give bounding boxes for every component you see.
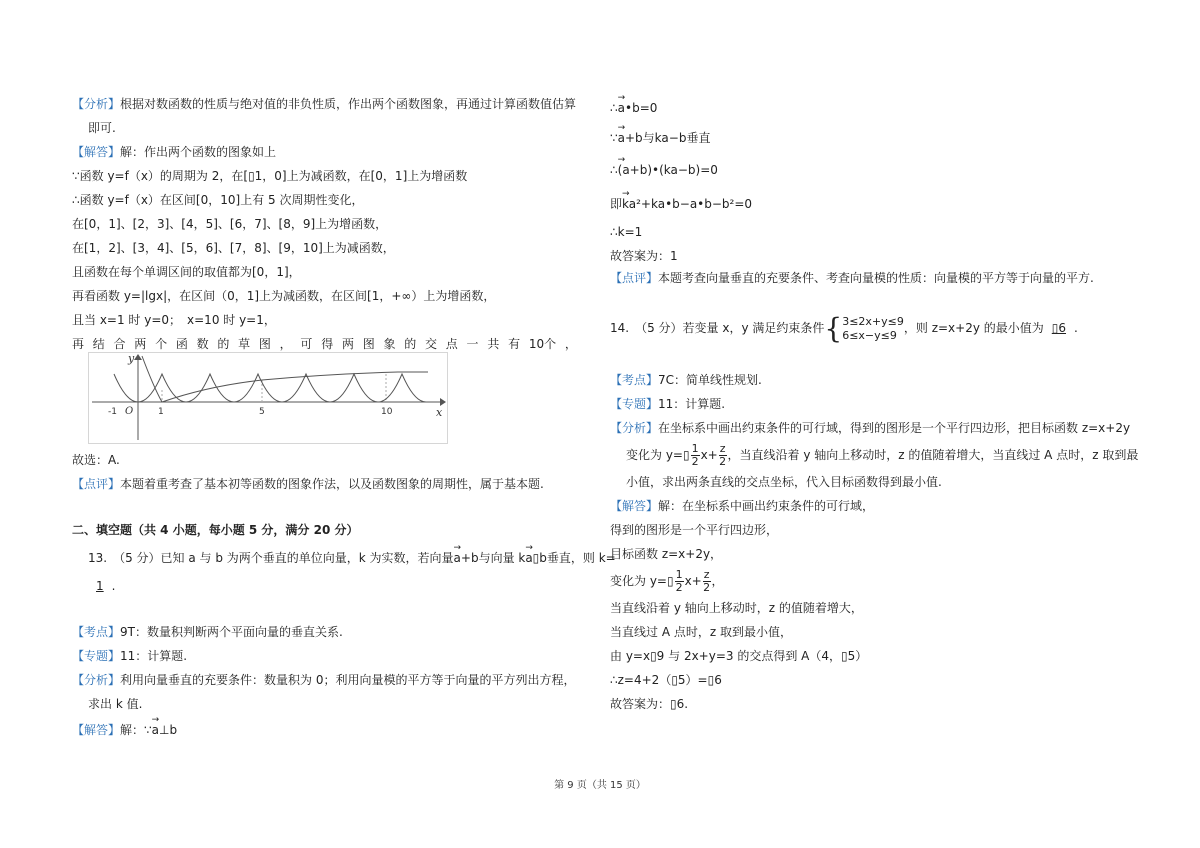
comment-tag: 【点评】 [72,477,121,491]
r-line3: ∴→ (a+b)•(ka−b)=0 [610,162,718,178]
tick-label-neg1: -1 [108,407,117,417]
q14-j4: 变化为 y=▯ $\frac{1}{2}$ x+ $\frac{z}{2}$ ， [610,568,724,594]
q14-j2: 得到的图形是一个平行四边形， [610,523,779,537]
analysis-tag: 【分析】 [610,421,659,435]
comment-tag: 【点评】 [610,271,659,285]
q12-analysis-line2: 即可. [88,121,116,135]
q12-line6: 且函数在每个单调区间的取值都为[0，1]， [72,265,301,279]
r-line4: 即→ ka²+ka•b−a•b−b²=0 [610,196,752,212]
kaodian-tag: 【考点】 [72,625,121,639]
analysis-text: 根据对数函数的性质与绝对值的非负性质，作出两个函数图象，再通过计算函数值估算 [120,97,577,111]
fraction-half-2: $\frac{1}{2}$ [675,568,683,594]
solution-tag: 【解答】 [610,499,659,513]
q13-stem: 13. （5 分）已知 a 与 b 为两个垂直的单位向量，k 为实数，若向量→ a+b与向量 k→ a▯b垂直，则 k= [88,550,616,566]
system-brace: { [824,311,843,345]
q14-j8: ∴z=4+2（▯5）=▯6 [610,673,722,687]
vector-product: → (a+b)•(ka−b)=0 [618,162,718,178]
y-axis-label: y [128,352,135,365]
log-curve [142,356,428,402]
q14-stem: 14. （5 分）若变量 x，y 满足约束条件{ 3≤2x+y≤9 6≤x−y≤9 ，则 z=x+2y 的最小值为 ▯6 . [610,311,1078,345]
q14-jieda: 【解答】解：在坐标系中画出约束条件的可行域， [610,499,875,513]
constraint-system: 3≤2x+y≤9 6≤x−y≤9 [842,314,904,342]
q14-j3: 目标函数 z=x+2y， [610,547,723,561]
r-line1: ∴→ a•b=0 [610,100,657,116]
kaodian-tag: 【考点】 [610,373,659,387]
vector-expr: → a+b与ka−b [618,130,687,146]
q12-line3: ∴函数 y=f（x）在区间[0，10]上有 5 次周期性变化， [72,193,364,207]
q12-line4: 在[0，1]、[2，3]、[4，5]、[6，7]、[8，9]上为增函数， [72,217,388,231]
q13-zhuanti: 【专题】11：计算题. [72,649,188,663]
q14-fenxi-line3: 小值，求出两条直线的交点坐标，代入目标函数得到最小值. [626,475,942,489]
r-line6: 故答案为：1 [610,249,678,263]
tick-label-1: 1 [158,407,164,417]
q14-j9: 故答案为：▯6. [610,697,689,711]
q12-analysis-line1 [72,96,576,112]
analysis-tag: 【分析】 [72,673,121,687]
q12-answer: 故选：A. [72,453,120,467]
origin-label: O [125,406,134,417]
q12-line7: 再看函数 y=|lgx|，在区间（0，1]上为减函数，在区间[1，+∞）上为增函数， [72,289,496,303]
q14-j6: 当直线过 A 点时，z 取到最小值， [610,625,792,639]
r-comment: 【点评】本题考查向量垂直的充要条件、考查向量模的性质：向量模的平方等于向量的平方. [610,271,1094,285]
q14-answer-blank: ▯6 [1051,321,1067,335]
fraction-z-half: $\frac{z}{2}$ [719,442,727,468]
zhuanti-tag: 【专题】 [610,397,659,411]
q12-comment [72,476,544,492]
r-line5: ∴k=1 [610,225,643,239]
q14-j5: 当直线沿着 y 轴向上移动时，z 的值随着增大， [610,601,863,615]
tick-label-10: 10 [381,407,393,417]
page-footer: 第 9 页（共 15 页） [554,780,646,791]
q12-solution-line1 [72,144,276,160]
vector-a-minus-b: → a▯b [525,550,547,566]
q13-answer-line: 1 . [88,578,115,594]
q13-fenxi-line2: 求出 k 值. [88,697,143,711]
solution-tag: 【解答】 [72,145,121,159]
tick-label-5: 5 [259,407,265,417]
q12-line8: 且当 x=1 时 y=0； x=10 时 y=1， [72,313,276,327]
solution-tag: 【解答】 [72,723,121,737]
function-graph [88,352,448,444]
q13-fenxi: 【分析】利用向量垂直的充要条件：数量积为 0；利用向量模的平方等于向量的平方列出方程， [72,673,576,687]
vector-perp: → a⊥b [152,722,177,738]
q14-j7: 由 y=x▯9 与 2x+y=3 的交点得到 A（4，▯5） [610,649,868,663]
q13-jieda: 【解答】解：∵→ a⊥b [72,722,177,738]
fraction-half: $\frac{1}{2}$ [691,442,699,468]
q13-kaodian: 【考点】9T：数量积判断两个平面向量的垂直关系. [72,625,343,639]
q14-zhuanti: 【专题】11：计算题. [610,397,726,411]
vector-expand: → ka²+ka•b−a•b−b²=0 [622,196,752,212]
vector-dot: → a•b=0 [618,100,658,116]
q12-line2: ∵函数 y=f（x）的周期为 2，在[﻿▯1，0]上为减函数，在[0，1]上为增函数 [72,169,468,183]
vector-a-plus-b: → a+b [454,550,479,566]
solution-text: 解：作出两个函数的图象如上 [120,145,277,159]
q14-fenxi: 【分析】在坐标系中画出约束条件的可行域，得到的图形是一个平行四边形，把目标函数 z=x+2y [610,421,1131,435]
r-line2: ∵→ a+b与ka−b垂直 [610,130,710,146]
q12-line5: 在[1，2]、[3，4]、[5，6]、[7，8]、[9，10]上为减函数， [72,241,395,255]
comment-text: 本题着重考查了基本初等函数的图象作法，以及函数图象的周期性，属于基本题. [120,477,544,491]
q14-kaodian: 【考点】7C：简单线性规划. [610,373,762,387]
q12-line9-spread: 再 结 合 两 个 函 数 的 草 图 ， 可 得 两 图 象 的 交 点 一 共 有 10个 ， [72,337,577,351]
section-heading: 二、填空题（共 4 小题，每小题 5 分，满分 20 分） [72,523,359,537]
analysis-tag: 【分析】 [72,97,121,111]
q13-answer-blank: 1 [96,579,104,593]
q14-fenxi-line2: 变化为 y=▯ $\frac{1}{2}$ x+ $\frac{z}{2}$ ，当直线沿着 y 轴向上移动时，z 的值随着增大，当直线过 A 点时，z 取到最 [626,442,1139,468]
fraction-z-half-2: $\frac{z}{2}$ [703,568,711,594]
zhuanti-tag: 【专题】 [72,649,121,663]
x-axis-label: x [436,406,443,419]
periodic-curve [114,374,426,402]
